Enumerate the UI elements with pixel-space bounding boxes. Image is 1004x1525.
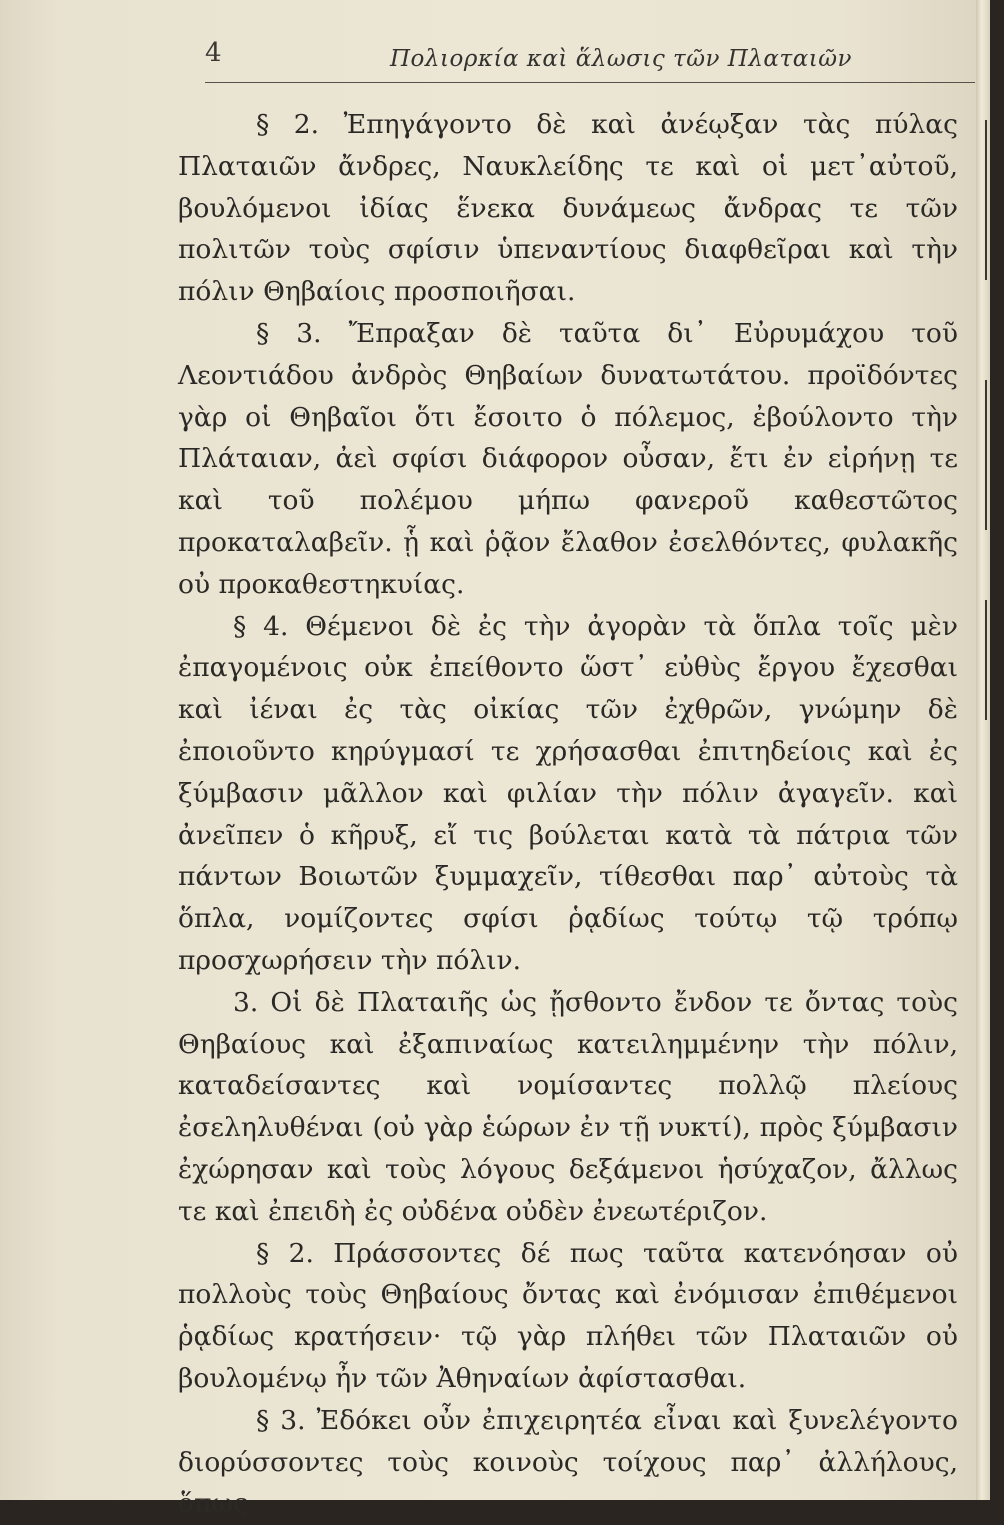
paragraph-text: Πράσσοντες δέ πως ταῦτα κατενόησαν οὐ πολλοὺς τοὺς Θηβαίους ὄντας καὶ ἐνόμισαν ἐπιθέμενοι ῥᾳδίως κρατήσειν· τῷ γὰρ πλήθει τῶν Πλαταιῶν οὐ βουλομένῳ ἦν τῶν Ἀθηναίων ἀφίστασθαι.: [178, 1237, 958, 1394]
paragraph-section-4: [178, 606, 958, 982]
header-rule: [205, 82, 975, 83]
paragraph-text: Θέμενοι δὲ ἐς τὴν ἀγορὰν τὰ ὅπλα τοῖς μὲν ἐπαγομένοις οὐκ ἐπείθοντο ὥστ᾽ εὐθὺς ἔργου ἔχεσθαι καὶ ἰέναι ἐς τὰς οἰκίας τῶν ἐχθρῶν, γνώμην δὲ ἐποιοῦντο κηρύγμασί τε χρήσασθαι ἐπιτηδείοις καὶ ἐς ξύμβασιν μᾶλλον καὶ φιλίαν τὴν πόλιν ἀγαγεῖν. καὶ ἀνεῖπεν ὁ κῆρυξ, εἴ τις βούλεται κατὰ τὰ πάτρια τῶν πάντων Βοιωτῶν ξυμμαχεῖν, τίθεσθαι παρ᾽ αὐτοὺς τὰ ὅπλα, νομίζοντες σφίσι ῥᾳδίως τούτῳ τῷ τρόπῳ προσχωρήσειν τὴν πόλιν.: [178, 610, 959, 976]
page-header: [205, 38, 975, 82]
body-text: [178, 104, 958, 1525]
margin-mark: [985, 380, 987, 530]
paragraph-section-3b: [178, 1400, 958, 1525]
margin-mark: [985, 120, 987, 280]
paragraph-section-3: [178, 313, 958, 606]
section-marker: § 2.: [256, 109, 320, 140]
paragraph-section-2: [178, 104, 958, 313]
paragraph-text: Ἔπραξαν δὲ ταῦτα δι᾽ Εὐρυμάχου τοῦ Λεοντιάδου ἀνδρὸς Θηβαίων δυνατωτάτου. προϊδόντες γὰρ οἱ Θηβαῖοι ὅτι ἔσοιτο ὁ πόλεμος, ἐβούλοντο τὴν Πλάταιαν, ἀεὶ σφίσι διάφορον οὖσαν, ἔτι ἐν εἰρήνῃ τε καὶ τοῦ πολέμου μήπω φανεροῦ καθεστῶτος προκαταλαβεῖν. ᾗ καὶ ῥᾷον ἔλαθον ἐσελθόντες, φυλακῆς οὐ προκαθεστηκυίας.: [178, 317, 958, 600]
chapter-marker: 3.: [233, 986, 259, 1018]
paragraph-chapter-3: [178, 982, 958, 1233]
section-marker: § 3.: [256, 1404, 306, 1436]
page-number: 4: [205, 38, 222, 68]
page-edge: [976, 0, 990, 1500]
section-marker: § 2.: [256, 1237, 314, 1269]
running-title: Πολιορκία καὶ ἅλωσις τῶν Πλαταιῶν: [390, 46, 852, 72]
section-marker: § 4.: [233, 610, 289, 642]
paragraph-text: Ἐπηγάγοντο δὲ καὶ ἀνέῳξαν τὰς πύλας Πλαταιῶν ἄνδρες, Ναυκλείδης τε καὶ οἱ μετ᾽αὐτοῦ, βουλόμενοι ἰδίας ἕνεκα δυνάμεως ἄνδρας τε τῶν πολιτῶν τοὺς σφίσιν ὑπεναντίους διαφθεῖραι καὶ τὴν πόλιν Θηβαίοις προσποιῆσαι.: [178, 109, 958, 308]
paragraph-text: Ἐδόκει οὖν ἐπιχειρητέα εἶναι καὶ ξυνελέγοντο διορύσσοντες τοὺς κοινοὺς τοίχους παρ᾽ ἀλλήλους, ὅπως: [178, 1404, 958, 1520]
margin-mark: [985, 600, 987, 720]
paragraph-section-2b: [178, 1233, 958, 1400]
paragraph-text: Οἱ δὲ Πλαταιῆς ὡς ᾔσθοντο ἔνδον τε ὄντας τοὺς Θηβαίους καὶ ἐξαπιναίως κατειλημμένην τὴν πόλιν, καταδείσαντες καὶ νομίσαντες πολλῷ πλείους ἐσεληλυθέναι (οὐ γὰρ ἑώρων ἐν τῇ νυκτί), πρὸς ξύμβασιν ἐχώρησαν καὶ τοὺς λόγους δεξάμενοι ἡσύχαζον, ἄλλως τε καὶ ἐπειδὴ ἐς οὐδένα οὐδὲν ἐνεωτέριζον.: [178, 986, 958, 1227]
section-marker: § 3.: [256, 317, 322, 349]
